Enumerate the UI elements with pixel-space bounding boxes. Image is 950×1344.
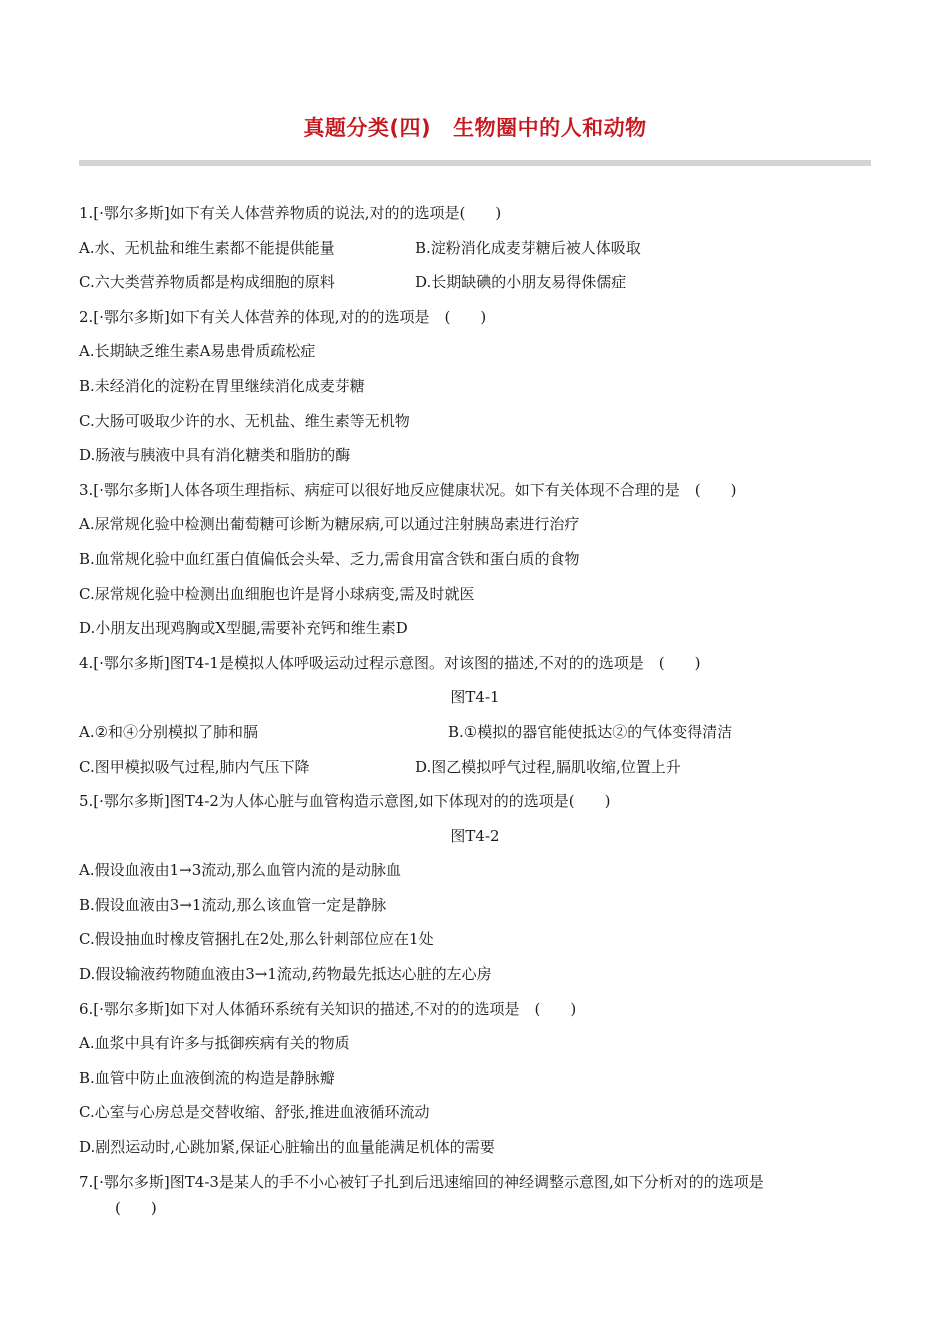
option-d: D.图乙模拟呼气过程,膈肌收缩,位置上升 <box>415 757 681 776</box>
question-stem: 4.[·鄂尔多斯]图T4-1是模拟人体呼吸运动过程示意图。对该图的描述,不对的的选项是 ( ) <box>79 653 701 672</box>
option-row <box>79 754 879 789</box>
option-b: B.①模拟的器官能使抵达②的气体变得清洁 <box>448 722 733 741</box>
question-stem: 3.[·鄂尔多斯]人体各项生理指标、病症可以很好地反应健康状况。如下有关体现不合理的是 ( ) <box>79 480 737 499</box>
title-topic: 生物圈中的人和动物 <box>453 116 647 140</box>
question-stem: 2.[·鄂尔多斯]如下有关人体营养的体现,对的的选项是 ( ) <box>79 307 487 326</box>
option-a: A.尿常规化验中检测出葡萄糖可诊断为糖尿病,可以通过注射胰岛素进行治疗 <box>79 515 580 534</box>
option-c: C.假设抽血时橡皮管捆扎在2处,那么针刺部位应在1处 <box>79 930 434 949</box>
option-d: D.长期缺碘的小朋友易得侏儒症 <box>415 273 627 292</box>
question-stem: 5.[·鄂尔多斯]图T4-2为人体心脏与血管构造示意图,如下体现对的的选项是( ) <box>79 792 611 811</box>
option-a: A.②和④分别模拟了肺和膈 <box>79 722 259 741</box>
figure-caption: 图T4-2 <box>450 826 500 845</box>
option-a: A.水、无机盐和维生素都不能提供能量 <box>79 238 335 257</box>
page-title <box>0 112 950 142</box>
option-d: D.小朋友出现鸡胸或X型腿,需要补充钙和维生素D <box>79 619 408 638</box>
question-stem: 1.[·鄂尔多斯]如下有关人体营养物质的说法,对的的选项是( ) <box>79 204 502 222</box>
option-d: D.假设输液药物随血液由3→1流动,药物最先抵达心脏的左心房 <box>79 965 492 984</box>
title-divider <box>79 160 871 166</box>
option-b: B.未经消化的淀粉在胃里继续消化成麦芽糖 <box>79 376 365 395</box>
option-b: B.血常规化验中血红蛋白值偏低会头晕、乏力,需食用富含铁和蛋白质的食物 <box>79 549 580 568</box>
option-row <box>79 235 879 270</box>
option-c: C.图甲模拟吸气过程,肺内气压下降 <box>79 757 310 776</box>
option-b: B.淀粉消化成麦芽糖后被人体吸取 <box>415 238 641 257</box>
option-d: D.剧烈运动时,心跳加紧,保证心脏输出的血量能满足机体的需要 <box>79 1138 495 1157</box>
option-b: B.血管中防止血液倒流的构造是静脉瓣 <box>79 1068 335 1087</box>
option-c: C.心室与心房总是交替收缩、舒张,推进血液循环流动 <box>79 1103 430 1122</box>
option-row <box>79 719 879 754</box>
option-a: A.长期缺乏维生素A易患骨质疏松症 <box>79 342 316 361</box>
answer-blank: ( ) <box>115 1198 157 1217</box>
question-list <box>79 200 879 1229</box>
option-d: D.肠液与胰液中具有消化糖类和脂肪的酶 <box>79 446 351 465</box>
option-a: A.假设血液由1→3流动,那么血管内流的是动脉血 <box>79 861 402 880</box>
option-row <box>79 269 879 304</box>
option-c: C.六大类营养物质都是构成细胞的原料 <box>79 273 335 292</box>
question-stem: 7.[·鄂尔多斯]图T4-3是某人的手不小心被钉子扎到后迅速缩回的神经调整示意图,如下分析对的的选项是 <box>79 1172 764 1191</box>
figure-caption: 图T4-1 <box>450 688 500 707</box>
option-c: C.大肠可吸取少许的水、无机盐、维生素等无机物 <box>79 411 410 430</box>
option-c: C.尿常规化验中检测出血细胞也许是肾小球病变,需及时就医 <box>79 584 475 603</box>
title-category: 真题分类(四) <box>303 116 432 140</box>
option-b: B.假设血液由3→1流动,那么该血管一定是静脉 <box>79 895 387 914</box>
option-a: A.血浆中具有许多与抵御疾病有关的物质 <box>79 1034 350 1053</box>
question-stem: 6.[·鄂尔多斯]如下对人体循环系统有关知识的描述,不对的的选项是 ( ) <box>79 999 577 1018</box>
